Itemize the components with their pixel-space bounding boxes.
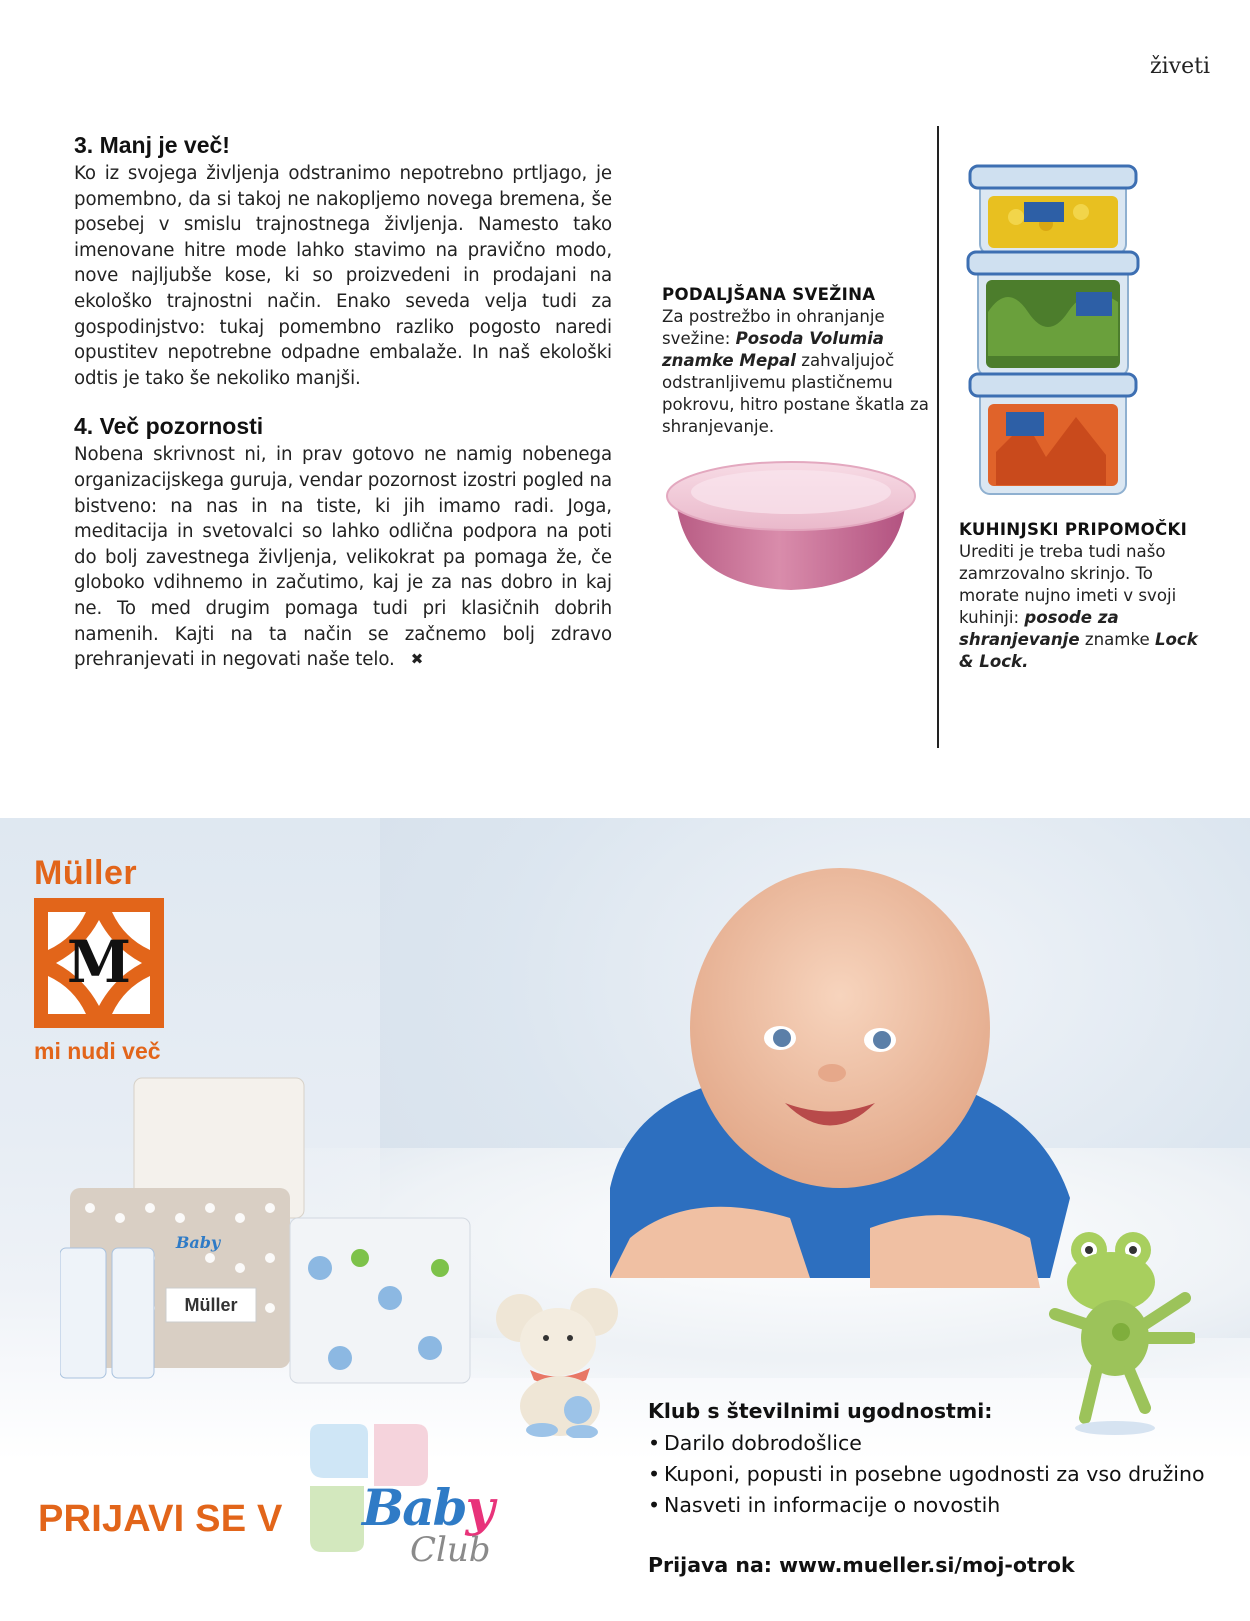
benefit-item: • Darilo dobrodošlice [648,1428,1228,1459]
mueller-m-icon [34,898,164,1028]
cta-heading: PRIJAVI SE V [38,1498,283,1540]
column-divider [937,126,939,748]
article-body [74,130,612,673]
toy-mouse-image [490,1288,630,1438]
logo-wordmark: Müller [34,854,138,892]
logo-tagline: mi nudi več [34,1038,161,1064]
product-lock-desc: Urediti je treba tudi našo zamrzovalno skrinjo. To morate nujno imeti v svoji kuhinji: posode za shranjevanje znamke Lock & Lock. [959,542,1198,671]
baby-products-pack-image [60,1068,480,1388]
end-mark-icon: ✖ [410,650,424,669]
benefit-item: • Nasveti in informacije o novostih [648,1490,1228,1521]
benefit-item: • Kuponi, popusti in posebne ugodnosti za vso družino [648,1459,1228,1490]
babyclub-logo [304,1422,514,1592]
lock-and-lock-containers-image [966,162,1141,502]
pink-bowl-image [664,452,918,592]
product-mepal-title: PODALJŠANA SVEŽINA [662,285,876,304]
product-lock-title: KUHINJSKI PRIPOMOČKI [959,520,1188,539]
club-benefits [648,1396,1228,1577]
section-3-title: 3. Manj je več! [74,132,230,158]
svg-text:Baby: Baby [175,1233,221,1252]
mueller-babyclub-ad [0,818,1250,1621]
section-4-text-body: Nobena skrivnost ni, in prav gotovo ne namig nobenega organizacijskega guruja, vendar pozornost izostri pogled na bistveno: na nas in na tiste, ki jih imamo radi. Joga, meditacija in svetovalci so lahko odlična podpora na poti do bolj zavestnega življenja, velikokrat pa pomaga že, če globoko vdihnemo in začutimo, kaj je za nas dobro in kaj ne. To med drugim pomaga tudi pri klasičnih dobrih namenih. Kajti na ta način se začnemo bolj zdravo prehranjevati in negovati naše telo. [74,444,612,671]
babyclub-club-text: Club [410,1530,491,1570]
svg-text:Müller: Müller [184,1295,238,1315]
product-mepal-desc: Za postrežbo in ohranjanje svežine: Posoda Volumia znamke Mepal zahvaljujoč odstranljivemu plastičnemu pokrovu, hitro postane škatla za shranjevanje. [662,307,929,436]
svg-text:M: M [66,928,132,996]
babyclub-baby-text: Baby [362,1478,493,1537]
mueller-logo [34,854,174,1065]
product-lock-and-lock [959,519,1199,673]
section-4-text [74,442,612,672]
smiling-baby-image [570,858,1090,1378]
signup-link[interactable]: Prijava na: www.mueller.si/moj-otrok [648,1553,1075,1577]
club-title: Klub s številnimi ugodnostmi: [648,1399,993,1423]
section-3-text: Ko iz svojega življenja odstranimo nepotrebno prtljago, je pomembno, da si takoj ne nakopljemo novega bremena, še posebej v smislu trajnostnega življenja. Namesto tako imenovane hitre mode lahko stavimo na pravično modo, nove najljubše kose, ki so proizvedeni in prodajani na ekološko trajnostni način. Enako seveda velja tudi za gospodinjstvo: tukaj pomembno razliko pogosto naredi opustitev nepotrebne odpadne embalaže. In naš ekološki odtis je tako še nekoliko manjši. [74,163,612,389]
product-mepal [662,284,932,438]
benefits-list [648,1428,1228,1521]
section-tag: živeti [1150,54,1210,79]
section-4-title: 4. Več pozornosti [74,413,264,440]
